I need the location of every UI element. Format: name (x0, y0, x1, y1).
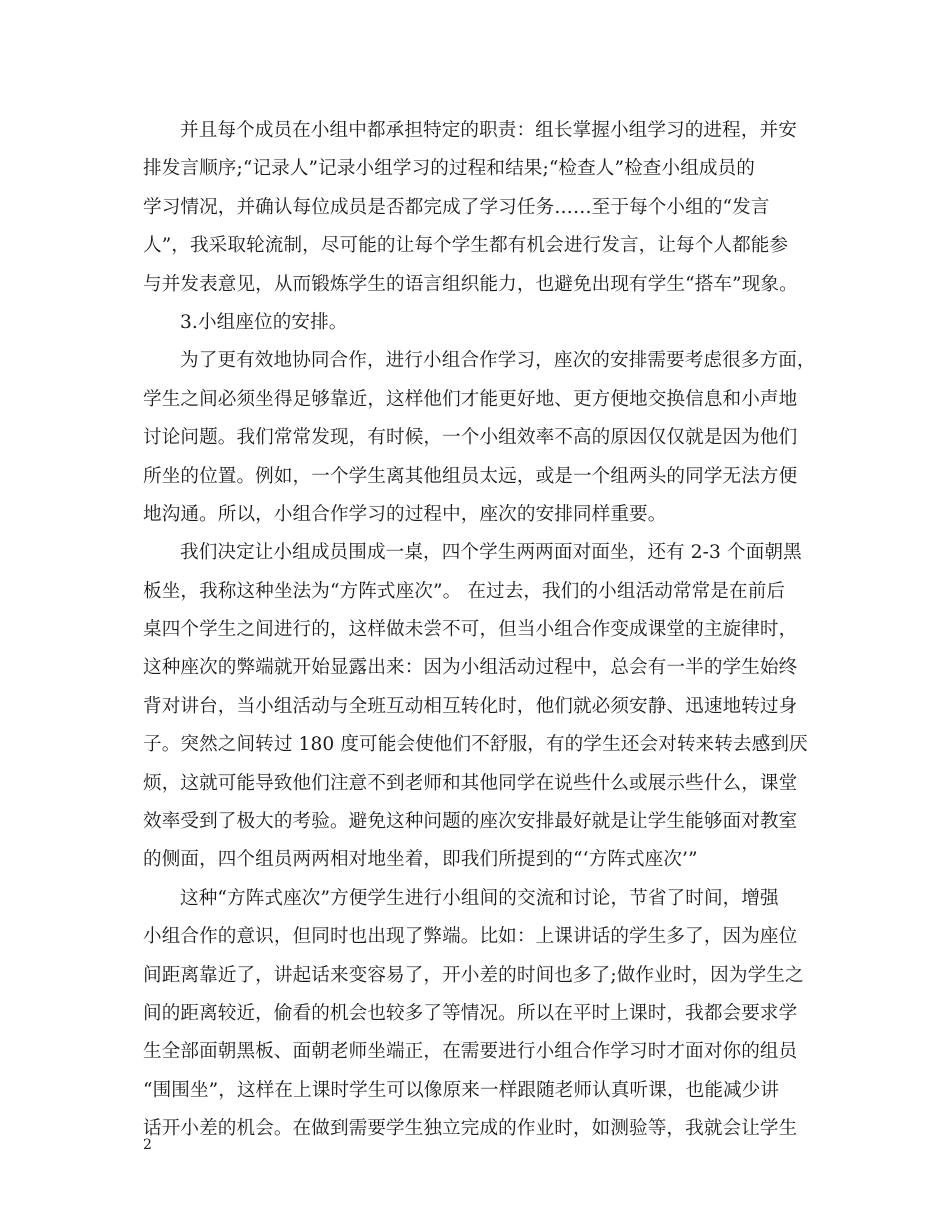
text-line: 人”，我采取轮流制，尽可能的让每个学生都有机会进行发言，让每个人都能参 (143, 235, 789, 257)
text-line: 间距离靠近了，讲起话来变容易了，开小差的时间也多了;做作业时，因为学生之 (143, 964, 804, 986)
text-line: 话开小差的机会。在做到需要学生独立完成的作业时，如测验等，我就会让学生 (143, 1118, 798, 1140)
text-line: 板坐，我称这种坐法为“方阵式座次”。 在过去，我们的小组活动常常是在前后 (143, 580, 786, 602)
text-line: 3.小组座位的安排。 (180, 311, 348, 333)
text-line: 我们决定让小组成员围成一桌，四个学生两两面对面坐，还有 2-3 个面朝黑 (180, 542, 802, 564)
text-line: 桌四个学生之间进行的，这样做未尝不可，但当小组合作变成课堂的主旋律时， (143, 619, 798, 641)
text-line: 排发言顺序;“记录人”记录小组学习的过程和结果;“检查人”检查小组成员的 (143, 158, 755, 180)
text-line: 背对讲台，当小组活动与全班互动相互转化时，他们就必须安静、迅速地转过身 (143, 695, 798, 717)
text-line: 地沟通。所以，小组合作学习的过程中，座次的安排同样重要。 (143, 503, 667, 525)
document-body (143, 112, 823, 1149)
text-line: 烦，这就可能导致他们注意不到老师和其他同学在说些什么或展示些什么，课堂 (143, 772, 798, 794)
text-line: 并且每个成员在小组中都承担特定的职责：组长掌握小组学习的进程，并安 (180, 120, 797, 141)
text-line: 讨论问题。我们常常发现，有时候，一个小组效率不高的原因仅仅就是因为他们 (143, 427, 798, 449)
text-line: 生全部面朝黑板、面朝老师坐端正，在需要进行小组合作学习时才面对你的组员 (143, 1041, 798, 1063)
text-line: 为了更有效地协同合作，进行小组合作学习，座次的安排需要考虑很多方面， (180, 350, 816, 372)
text-line: 学生之间必须坐得足够靠近，这样他们才能更好地、更方便地交换信息和小声地 (143, 388, 798, 410)
text-line: 子。突然之间转过 180 度可能会使他们不舒服，有的学生还会对转来转去感到厌 (143, 734, 808, 756)
text-line: 间的距离较近，偷看的机会也较多了等情况。所以在平时上课时，我都会要求学 (143, 1002, 798, 1024)
text-line: 的侧面，四个组员两两相对地坐着，即我们所提到的“‘方阵式座次’” (143, 849, 698, 871)
text-line: 这种座次的弊端就开始显露出来：因为小组活动过程中，总会有一半的学生始终 (143, 657, 798, 679)
text-line: 所坐的位置。例如，一个学生离其他组员太远，或是一个组两头的同学无法方便 (143, 465, 798, 487)
text-line: 学习情况，并确认每位成员是否都完成了学习任务……至于每个小组的“发言 (143, 196, 770, 218)
text-line: 小组合作的意识，但同时也出现了弊端。比如：上课讲话的学生多了，因为座位 (143, 926, 798, 948)
text-line: 这种“方阵式座次”方便学生进行小组间的交流和讨论，节省了时间，增强 (180, 887, 779, 909)
text-line: 效率受到了极大的考验。避免这种问题的座次安排最好就是让学生能够面对教室 (143, 811, 798, 833)
page-number: 2 (143, 1137, 152, 1153)
text-line: “围围坐”，这样在上课时学生可以像原来一样跟随老师认真听课，也能减少讲 (143, 1079, 780, 1101)
text-line: 与并发表意见，从而锻炼学生的语言组织能力，也避免出现有学生“搭车”现象。 (143, 273, 798, 295)
